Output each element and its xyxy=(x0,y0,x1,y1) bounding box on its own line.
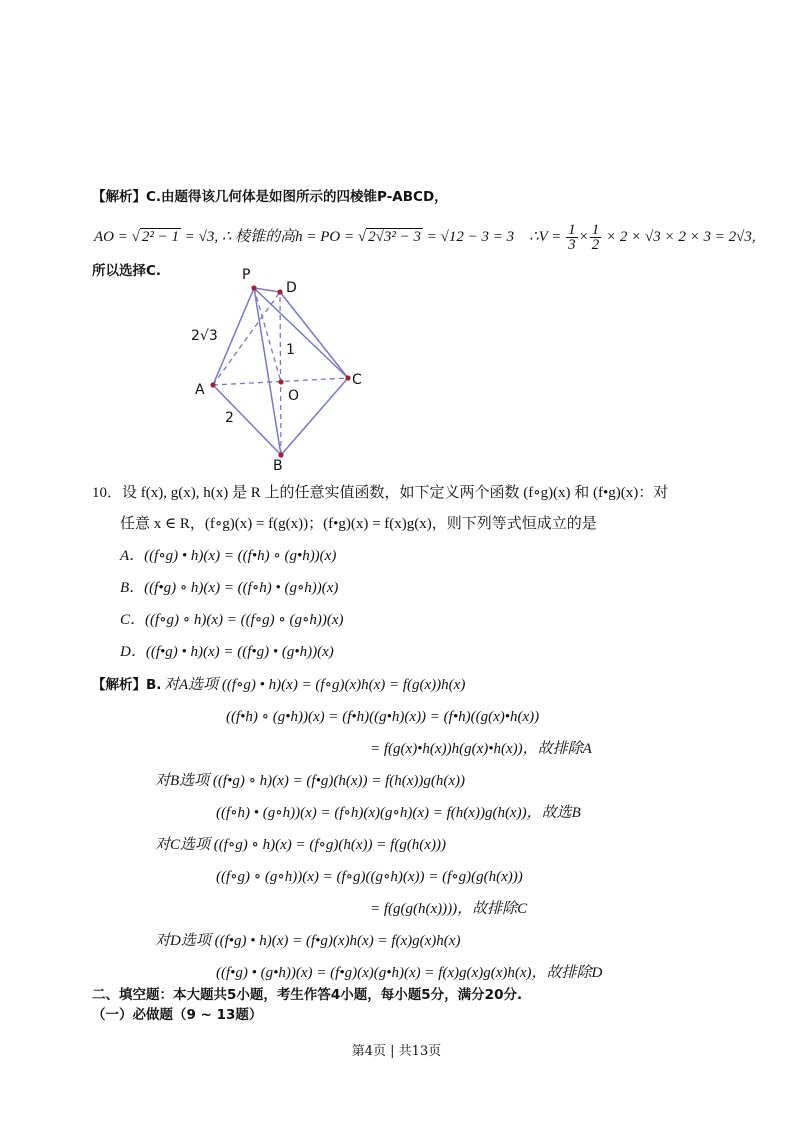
segment-bd xyxy=(280,292,281,455)
edge-pb xyxy=(254,288,281,455)
pyramid-figure xyxy=(185,262,375,474)
label-a: A xyxy=(195,382,205,398)
label-edge-po: 1 xyxy=(286,342,295,358)
option-b: B．((f•g) ∘ h)(x) = ((f∘h) • (g∘h))(x) xyxy=(120,580,339,596)
analysis-10-a-line-1: 对A选项 ((f∘g) • h)(x) = (f∘g)(x)h(x) = f(g(x))h(x) xyxy=(164,677,466,693)
v-lhs: ∴V = xyxy=(529,229,562,245)
section-2-title: 二、填空题：本大题共5小题，考生作答4小题，每小题5分，满分20分. xyxy=(92,987,523,1003)
analysis-10-c-line-1: 对C选项 ((f∘g) ∘ h)(x) = (f∘g)(h(x)) = f(g(h(x))) xyxy=(155,837,446,853)
analysis-10-d-line-2: ((f•g) • (g•h))(x) = (f•g)(x)(g•h)(x) = f(x)g(x)g(x)h(x)，故排除D xyxy=(216,965,603,981)
analysis-10-b-line-2: ((f∘h) • (g∘h))(x) = (f∘h)(x)(g∘h)(x) = f(h(x))g(h(x))，故选B xyxy=(216,805,581,821)
option-c: C．((f∘g) ∘ h)(x) = ((f∘g) ∘ (g∘h))(x) xyxy=(120,612,344,628)
analysis-10-b-line-1: 对B选项 ((f•g) ∘ h)(x) = (f•g)(h(x)) = f(h(x))g(h(x)) xyxy=(155,773,466,789)
po-radicand: 2√3² − 3 xyxy=(368,229,421,245)
analysis-9-equation: AO = √ 2² − 1 = √3, ∴ 棱锥的高h = PO = √ 2√3² − 3 = √12 − 3 = 3 ∴V = $\frac{1}{3}$ × $\frac{1}{2}$ × 2 × √3 × 2 × 3 = 2√3, xyxy=(94,222,756,254)
section-2-subtitle: （一）必做题（9 ~ 13题） xyxy=(92,1007,263,1023)
point-d xyxy=(277,289,282,294)
label-d: D xyxy=(286,280,297,296)
analysis-9-conclusion: 所以选择C. xyxy=(92,263,162,279)
point-c xyxy=(345,375,350,380)
fraction-one-half: $\frac{1}{2}$ xyxy=(591,222,600,254)
edge-pa xyxy=(213,288,254,385)
po-eq: = √12 − 3 = 3 xyxy=(426,229,515,245)
analysis-10-d-line-1: 对D选项 ((f•g) • h)(x) = (f•g)(x)h(x) = f(x)g(x)h(x) xyxy=(155,933,461,949)
ao-lhs: AO = xyxy=(94,229,128,245)
analysis-10-c-line-2: ((f∘g) ∘ (g∘h))(x) = (f∘g)((g∘h)(x)) = (f∘g)(g(h(x))) xyxy=(216,869,523,885)
point-p xyxy=(251,285,256,290)
label-b: B xyxy=(273,458,283,474)
ao-eq: = √3, ∴ 棱锥的高h = PO = xyxy=(184,229,355,245)
page-footer: 第4页 | 共13页 xyxy=(351,1044,442,1059)
analysis-10-a-line-2: ((f•h) ∘ (g•h))(x) = (f•h)((g•h)(x)) = (f•h)((g(x)•h(x)) xyxy=(226,709,540,725)
v-rest: × 2 × √3 × 2 × 3 = 2√3, xyxy=(606,229,756,245)
analysis-9-heading: 【解析】C.由题得该几何体是如图所示的四棱锥P-ABCD， xyxy=(92,189,448,205)
analysis-10-a-line-3: = f(g(x)•h(x))h(g(x)•h(x))，故排除A xyxy=(370,741,592,757)
label-edge-ab: 2 xyxy=(225,410,234,426)
label-p: P xyxy=(242,267,251,283)
label-o: O xyxy=(288,388,300,404)
edge-pc xyxy=(254,288,348,378)
analysis-10-c-line-3: = f(g(g(h(x))))，故排除C xyxy=(370,901,528,917)
option-d: D．((f•g) • h)(x) = ((f•g) • (g•h))(x) xyxy=(120,644,334,660)
point-b xyxy=(278,452,283,457)
point-a xyxy=(210,382,215,387)
question-10-stem-2: 任意 x ∈ R，(f∘g)(x) = f(g(x))；(f•g)(x) = f(x)g(x)，则下列等式恒成立的是 xyxy=(120,516,597,532)
edge-dc xyxy=(280,292,348,378)
option-a: A．((f∘g) • h)(x) = ((f•h) ∘ (g•h))(x) xyxy=(120,548,337,564)
fraction-one-third: $\frac{1}{3}$ xyxy=(568,222,576,254)
label-edge-pa: 2√3 xyxy=(191,328,218,344)
analysis-10-heading: 【解析】B. xyxy=(92,677,162,693)
label-c: C xyxy=(352,372,362,388)
question-10-stem-1: 10．设 f(x), g(x), h(x) 是 R 上的任意实值函数，如下定义两个函数 (f∘g)(x) 和 (f•g)(x)：对 xyxy=(92,485,669,501)
point-o xyxy=(278,379,283,384)
ao-radicand: 2² − 1 xyxy=(141,229,179,245)
